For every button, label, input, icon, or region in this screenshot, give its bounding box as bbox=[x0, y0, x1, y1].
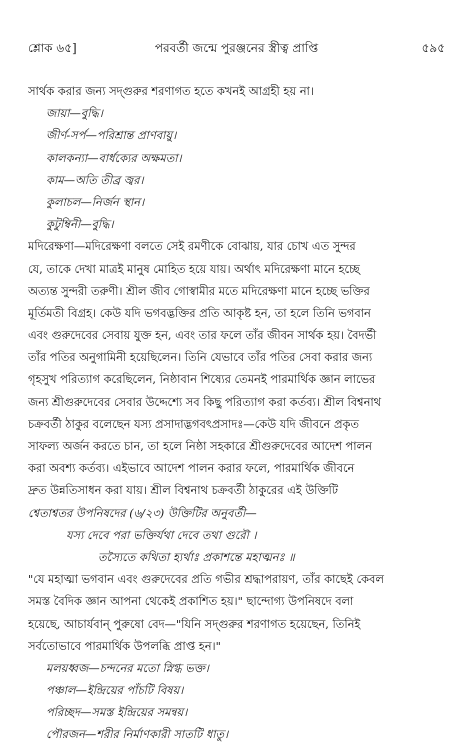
paragraph-line: অত্যন্ত সুন্দরী তরুণী। শ্রীল জীব গোস্বামীর মতে মদিরেক্ষণা মানে হচ্ছে ভক্তির bbox=[28, 283, 370, 298]
sanskrit-verse-line: তস্যৈতে কথিতা হ্যর্থাঃ প্রকাশন্তে মহাত্মনঃ ॥ bbox=[98, 549, 295, 564]
glossary-item: জীর্ণ-সর্প—পরিশ্রান্ত প্রাণবায়ু। bbox=[46, 128, 177, 143]
paragraph-line: যে, তাকে দেখা মাত্রই মানুষ মোহিত হয়ে যায়। অর্থাৎ মদিরেক্ষণা মানে হচ্ছে bbox=[28, 261, 360, 276]
translation-line: হয়েছে, আচার্যবান্ পুরুষো বেদ—"যিনি সদ্গুরুর শরণাগত হয়েছেন, তিনিই bbox=[28, 616, 361, 631]
glossary-item: পরিচ্ছদ—সমস্ত ইন্দ্রিয়ের সমন্বয়। bbox=[46, 705, 188, 720]
sanskrit-verse-line: যস্য দেবে পরা ভক্তির্যথা দেবে তথা গুরৌ । bbox=[66, 527, 257, 542]
glossary-item: পঞ্চাল—ইন্দ্রিয়ের পাঁচটি বিষয়। bbox=[46, 683, 184, 698]
paragraph-line: চক্রবর্তী ঠাকুর বলেছেন যস্য প্রসাদাদ্ভগবৎপ্রসাদঃ—কেউ যদি জীবনে প্রকৃত bbox=[28, 416, 359, 431]
paragraph-line: করা অবশ্য কর্তব্য। এইভাবে আদেশ পালন করার ফলে, পারমার্থিক জীবনে bbox=[28, 461, 355, 476]
glossary-item: মলয়ধ্বজ—চন্দনের মতো স্নিগ্ধ ভক্ত। bbox=[46, 660, 209, 675]
translation-line: সর্বতোভাবে পারমার্থিক উপলব্ধি প্রাপ্ত হন।" bbox=[28, 638, 221, 653]
page-number: ৫৯৫ bbox=[421, 41, 445, 55]
verse-reference: শ্লোক ৬৫] bbox=[28, 41, 77, 55]
paragraph-line: জন্য শ্রীগুরুদেবের সেবার উদ্দেশ্যে সব কিছু পরিত্যাগ করা কর্তব্য। শ্রীল বিশ্বনাথ bbox=[28, 394, 382, 409]
paragraph-line: দ্রুত উন্নতিসাধন করা যায়। শ্রীল বিশ্বনাথ চক্রবর্তী ঠাকুরের এই উক্তিটি bbox=[28, 483, 338, 498]
paragraph-line: শ্বেতাশ্বতর উপনিষদের (৬/২৩) উক্তিটির অনুবর্তী— bbox=[28, 505, 257, 520]
glossary-item: কাম—অতি তীব্র জ্বর। bbox=[46, 172, 144, 187]
translation-line: "যে মহাত্মা ভগবান এবং গুরুদেবের প্রতি গভীর শ্রদ্ধাপরায়ণ, তাঁর কাছেই কেবল bbox=[28, 572, 384, 587]
paragraph-line: সাফল্য অর্জন করতে চান, তা হলে নিষ্ঠা সহকারে শ্রীগুরুদেবের আদেশ পালন bbox=[28, 439, 372, 453]
paragraph-line: গৃহসুখ পরিত্যাগ করেছিলেন, নিষ্ঠাবান শিষ্যের তেমনই পারমার্থিক জ্ঞান লাভের bbox=[28, 372, 376, 387]
glossary-item: কালকন্যা—বার্ধক্যের অক্ষমতা। bbox=[46, 150, 182, 165]
page-body bbox=[28, 80, 445, 746]
glossary-item: জায়া—বুদ্ধি। bbox=[46, 106, 103, 121]
glossary-item: পৌরজন—শরীর নির্মাণকারী সাতটি ধাতু। bbox=[46, 727, 229, 742]
paragraph-line: মদিরেক্ষণা—মদিরেক্ষণা বলতে সেই রমণীকে বোঝায়, যার চোখ এত সুন্দর bbox=[28, 239, 356, 254]
paragraph-line: মূর্তিমতী বিগ্রহ। কেউ যদি ভগবদ্ভক্তির প্রতি আকৃষ্ট হন, তা হলে তিনি ভগবান bbox=[28, 305, 371, 320]
chapter-title: পরবর্তী জন্মে পুরঞ্জনের স্ত্রীত্ব প্রাপ্তি bbox=[154, 41, 319, 55]
paragraph-line: তাঁর পতির অনুগামিনী হয়েছিলেন। তিনি যেভাবে তাঁর পতির সেবা করার জন্য bbox=[28, 350, 373, 365]
glossary-item: কুটুম্বিনী—বুদ্ধি। bbox=[46, 217, 114, 232]
paragraph-line: এবং গুরুদেবের সেবায় যুক্ত হন, এবং তার ফলে তাঁর জীবন সার্থক হয়। বৈদর্ভী bbox=[28, 328, 377, 343]
translation-line: সমস্ত বৈদিক জ্ঞান আপনা থেকেই প্রকাশিত হয়।" ছান্দোগ্য উপনিষদে বলা bbox=[28, 594, 354, 609]
glossary-item: কুলাচল—নির্জন স্থান। bbox=[46, 194, 145, 209]
page-header bbox=[28, 40, 445, 58]
text-line: সার্থক করার জন্য সদ্গুরুর শরণাগত হতে কখনই আগ্রহী হয় না। bbox=[28, 84, 314, 98]
